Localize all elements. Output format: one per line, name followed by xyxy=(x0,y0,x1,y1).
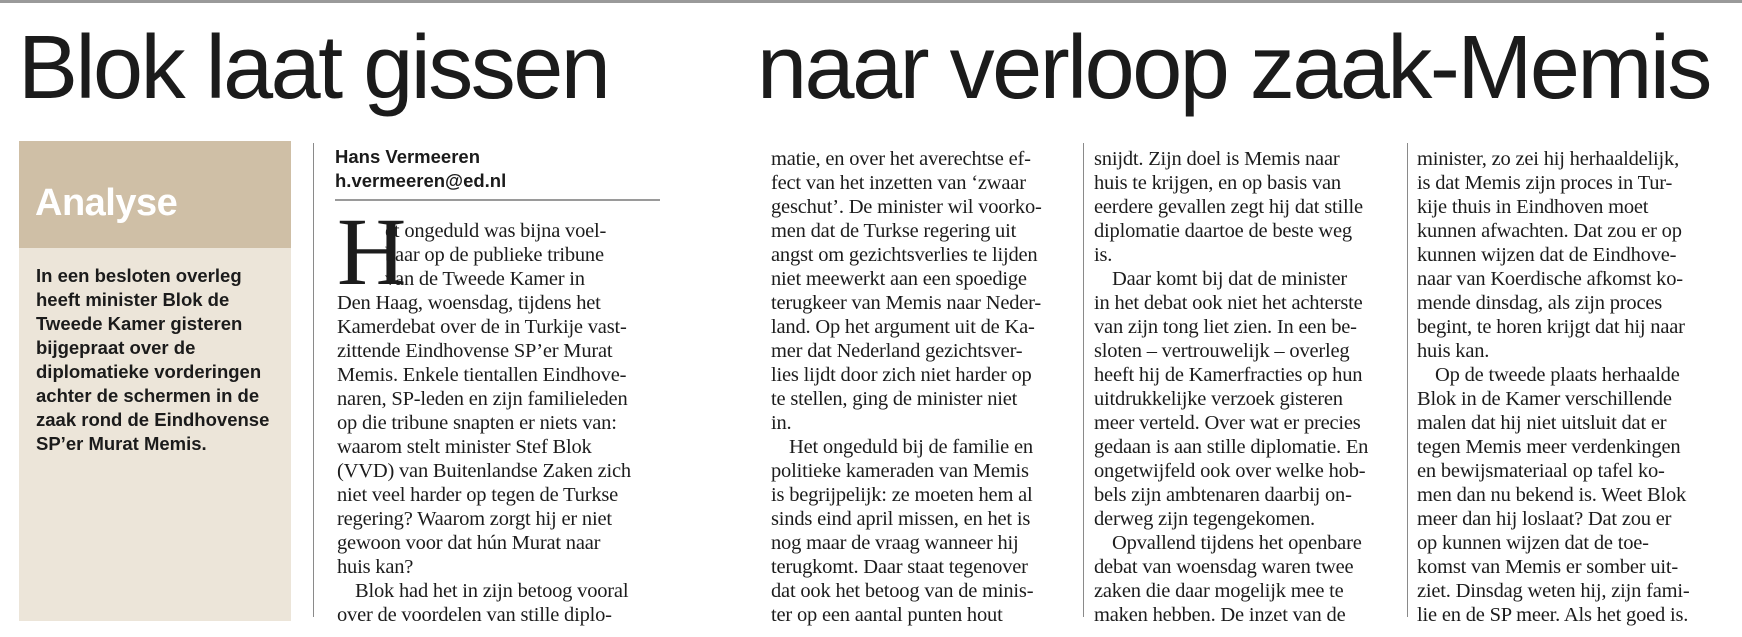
article-line: huis kan. xyxy=(1417,340,1490,362)
article-line: lies lijdt door zich niet harder op xyxy=(771,364,1032,386)
article-line: uitdrukkelijke verzoek gisteren xyxy=(1094,388,1343,410)
article-line: men dan nu bekend is. Weet Blok xyxy=(1417,484,1687,506)
article-line: Het ongeduld bij de familie en xyxy=(789,436,1033,458)
article-line: meer verteld. Over wat er precies xyxy=(1094,412,1361,434)
article-line: sloten – vertrouwelijk – overleg xyxy=(1094,340,1350,362)
article-line: is dat Memis zijn proces in Tur- xyxy=(1417,172,1673,194)
article-line: niet meewerkt aan een spoedige xyxy=(771,268,1027,290)
article-line: ziet. Dinsdag weten hij, zijn fami- xyxy=(1417,580,1690,602)
author-name: Hans Vermeeren xyxy=(335,146,481,167)
article-line: Blok had het in zijn betoog vooral xyxy=(355,580,629,602)
article-line: derweg zijn tegengekomen. xyxy=(1094,508,1315,530)
article-line: gewoon voor dat hún Murat naar xyxy=(337,532,601,554)
article-line: politieke kameraden van Memis xyxy=(771,460,1029,482)
article-line: sinds eind april missen, en het is xyxy=(771,508,1031,530)
top-rule xyxy=(0,0,1742,3)
article-line: op kunnen wijzen dat de toe- xyxy=(1417,532,1649,554)
article-line: ter op een aantal punten hout xyxy=(771,604,1003,626)
article-line: zaken die daar mogelijk mee te xyxy=(1094,580,1344,602)
article-line: Op de tweede plaats herhaalde xyxy=(1435,364,1680,386)
article-line: dat ook het betoog van de minis- xyxy=(771,580,1034,602)
article-line: fect van het inzetten van ‘zwaar xyxy=(771,172,1026,194)
byline xyxy=(335,145,660,201)
article-line: van zijn tong liet zien. In een be- xyxy=(1094,316,1357,338)
article-line: minister, zo zei hij herhaaldelijk, xyxy=(1417,148,1680,170)
article-line: Den Haag, woensdag, tijdens het xyxy=(337,292,601,314)
article-line: in het debat ook niet het achterste xyxy=(1094,292,1363,314)
article-line: naar van Koerdische afkomst ko- xyxy=(1417,268,1683,290)
analyse-label-block xyxy=(19,168,291,248)
article-line: terugkeer van Memis naar Neder- xyxy=(771,292,1042,314)
article-line: in. xyxy=(771,412,792,434)
article-line: debat van woensdag waren twee xyxy=(1094,556,1354,578)
article-line: mer dat Nederland gezichtsver- xyxy=(771,340,1023,362)
column-rule xyxy=(1407,143,1408,617)
article-line: heeft hij de Kamerfracties op hun xyxy=(1094,364,1363,386)
article-line: meer dan hij loslaat? Dat zou er xyxy=(1417,508,1672,530)
analyse-tab xyxy=(19,141,291,168)
intro-text: In een besloten overleg heeft minister Blok de Tweede Kamer gisteren bijgepraat over de diplomatieke vorderingen achter de schermen in de zaak rond de Eindhovense SP’er Murat Memis. xyxy=(36,265,270,454)
article-column-3 xyxy=(1094,147,1394,627)
article-line: en bewijsmateriaal op tafel ko- xyxy=(1417,460,1665,482)
article-line: terugkomt. Daar staat tegenover xyxy=(771,556,1028,578)
article-line: Daar komt bij dat de minister xyxy=(1112,268,1348,290)
article-line: men dat de Turkse regering uit xyxy=(771,220,1017,242)
article-line: Memis. Enkele tientallen Eindhove- xyxy=(337,364,627,386)
article-line: Opvallend tijdens het openbare xyxy=(1112,532,1362,554)
article-line: maken hebben. De inzet van de xyxy=(1094,604,1346,626)
article-line: matie, en over het averechtse ef- xyxy=(771,148,1031,170)
article-line: tegen Memis meer verdenkingen xyxy=(1417,436,1681,458)
article-line: naren, SP-leden en zijn familieleden xyxy=(337,388,628,410)
article-line: bels zijn ambtenaren daarbij on- xyxy=(1094,484,1352,506)
article-line: baar op de publieke tribune xyxy=(385,244,604,266)
article-line: zittende Eindhovense SP’er Murat xyxy=(337,340,613,362)
article-column-4 xyxy=(1417,147,1727,627)
column-rule xyxy=(1083,143,1084,617)
article-column-2 xyxy=(771,147,1071,627)
article-line: snijdt. Zijn doel is Memis naar xyxy=(1094,148,1340,170)
article-line: lie en de SP meer. Als het goed is. xyxy=(1417,604,1689,626)
article-line: ongetwijfeld ook over welke hob- xyxy=(1094,460,1366,482)
headline-part-1: Blok laat gissen xyxy=(18,18,609,118)
article-line: eerdere gevallen zegt hij dat stille xyxy=(1094,196,1363,218)
column-rule xyxy=(313,143,314,617)
analyse-label: Analyse xyxy=(35,182,178,224)
article-line: over de voordelen van stille diplo- xyxy=(337,604,612,626)
article-line: angst om gezichtsverlies te lijden xyxy=(771,244,1038,266)
article-line: van de Tweede Kamer in xyxy=(385,268,585,290)
article-line: land. Op het argument uit de Ka- xyxy=(771,316,1035,338)
article-line: (VVD) van Buitenlandse Zaken zich xyxy=(337,460,631,482)
article-line: is begrijpelijk: ze moeten hem al xyxy=(771,484,1033,506)
article-line: huis kan? xyxy=(337,556,414,578)
article-line: komst van Memis er somber uit- xyxy=(1417,556,1679,578)
article-line: begint, te horen krijgt dat hij naar xyxy=(1417,316,1685,338)
article-line: diplomatie daartoe de beste weg xyxy=(1094,220,1352,242)
article-line: kunnen afwachten. Dat zou er op xyxy=(1417,220,1682,242)
article-line: huis te krijgen, en op basis van xyxy=(1094,172,1341,194)
article-line: gedaan is aan stille diplomatie. En xyxy=(1094,436,1369,458)
article-line: Kamerdebat over de in Turkije vast- xyxy=(337,316,627,338)
article-line: op die tribune snapten er niets van: xyxy=(337,412,617,434)
article-line: et ongeduld was bijna voel- xyxy=(385,220,607,242)
article-line: niet veel harder op tegen de Turkse xyxy=(337,484,619,506)
drop-cap: H xyxy=(337,198,407,305)
article-line: kije thuis in Eindhoven moet xyxy=(1417,196,1649,218)
article-line: geschut’. De minister wil voorko- xyxy=(771,196,1042,218)
article-column-1 xyxy=(337,219,662,627)
article-line: Blok in de Kamer verschillende xyxy=(1417,388,1672,410)
article-line: waarom stelt minister Stef Blok xyxy=(337,436,592,458)
article-line: te stellen, ging de minister niet xyxy=(771,388,1018,410)
headline-part-2: naar verloop zaak-Memis xyxy=(757,18,1710,118)
author-email[interactable]: h.vermeeren@ed.nl xyxy=(335,170,507,191)
article-line: kunnen wijzen dat de Eindhove- xyxy=(1417,244,1677,266)
article-line: is. xyxy=(1094,244,1113,266)
article-line: malen dat hij niet uitsluit dat er xyxy=(1417,412,1667,434)
article-line: nog maar de vraag wanneer hij xyxy=(771,532,1019,554)
article-line: regering? Waarom zorgt hij er niet xyxy=(337,508,612,530)
article-line: mende dinsdag, als zijn proces xyxy=(1417,292,1663,314)
